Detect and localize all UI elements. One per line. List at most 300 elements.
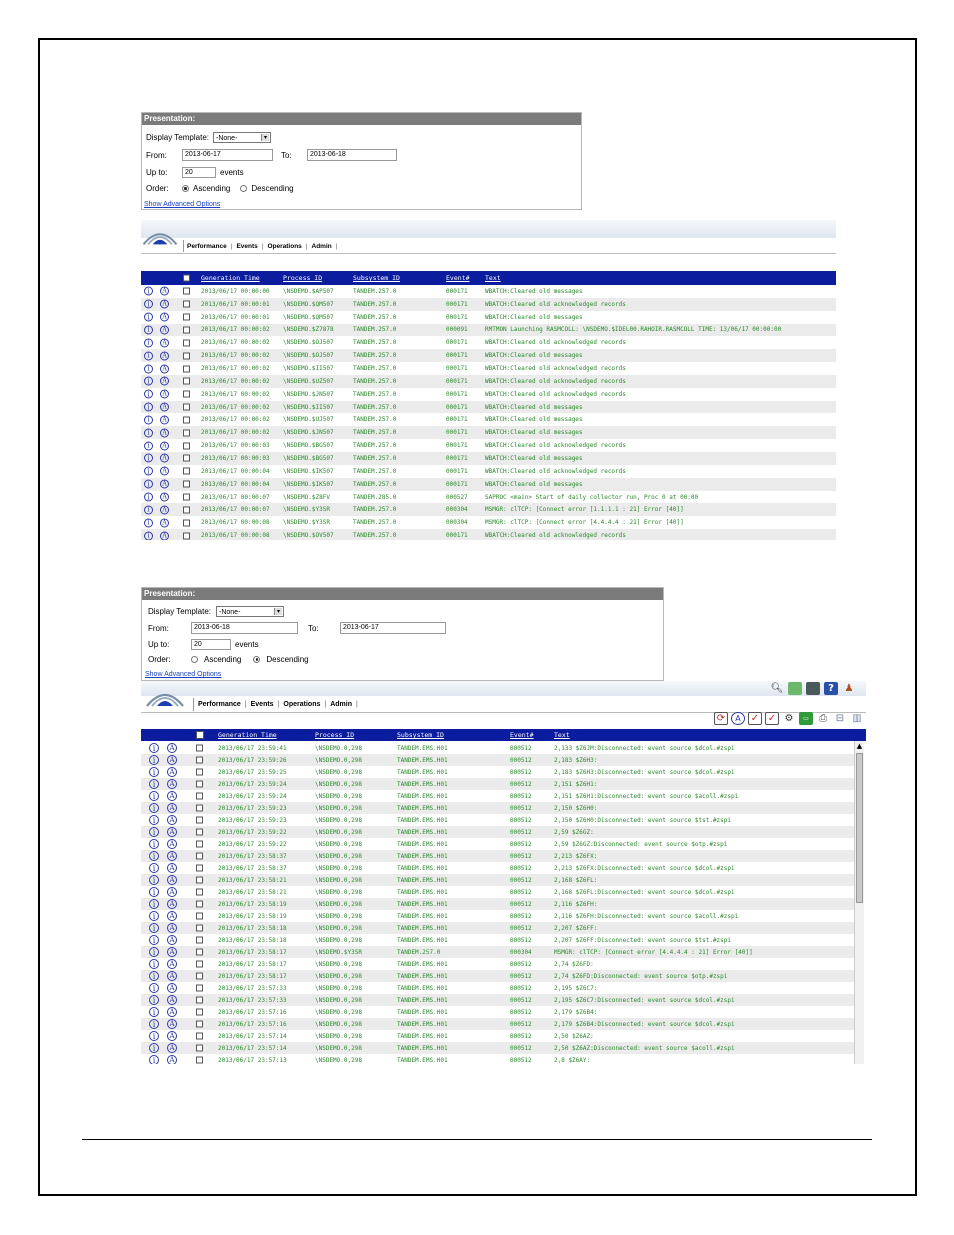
row-checkbox[interactable] xyxy=(196,841,203,848)
info-icon[interactable]: i xyxy=(144,287,153,296)
table-row[interactable] xyxy=(141,790,854,802)
col-event-number[interactable]: Event# xyxy=(510,731,534,739)
table-row[interactable] xyxy=(141,1030,854,1042)
nav-performance[interactable]: Performance xyxy=(187,242,227,250)
row-checkbox[interactable] xyxy=(183,352,190,359)
acknowledge-icon[interactable]: A xyxy=(167,1007,177,1017)
acknowledge-icon[interactable]: A xyxy=(160,428,169,437)
acknowledge-icon[interactable]: A xyxy=(167,743,177,753)
info-icon[interactable]: i xyxy=(144,300,153,309)
cell-subsystem-id: TANDEM.257.0 xyxy=(353,403,397,411)
to-input[interactable]: 2013-06-17 xyxy=(340,622,446,634)
user-icon[interactable]: ♟ xyxy=(844,683,854,694)
cell-subsystem-id: TANDEM.EMS.H01 xyxy=(397,888,448,896)
table-row[interactable] xyxy=(141,826,854,838)
table-row[interactable] xyxy=(141,946,854,958)
cell-event-number: 000171 xyxy=(446,390,468,398)
acknowledge-icon[interactable]: A xyxy=(167,851,177,861)
cell-event-number: 000171 xyxy=(446,365,468,373)
cell-event-number: 000512 xyxy=(510,780,532,788)
acknowledge-icon[interactable]: A xyxy=(160,531,169,540)
row-checkbox[interactable] xyxy=(196,949,203,956)
table-row[interactable] xyxy=(141,375,836,388)
row-checkbox[interactable] xyxy=(183,365,190,372)
row-checkbox[interactable] xyxy=(183,326,190,333)
display-template-label: Display Template: xyxy=(146,133,209,142)
display-template-select[interactable]: -None- ▾ xyxy=(213,132,271,143)
scroll-thumb[interactable] xyxy=(856,753,863,903)
table-row[interactable] xyxy=(141,778,854,790)
to-input[interactable]: 2013-06-18 xyxy=(307,149,397,161)
table-row[interactable] xyxy=(141,898,854,910)
row-checkbox[interactable] xyxy=(183,339,190,346)
col-generation-time[interactable]: Generation Time xyxy=(218,731,277,739)
info-icon[interactable]: i xyxy=(144,518,153,527)
cell-event-number: 000171 xyxy=(446,467,468,475)
nav-operations[interactable]: Operations xyxy=(283,701,321,708)
event-viewer-screen-1 xyxy=(141,220,836,540)
cell-generation-time: 2013/06/17 23:58:17 xyxy=(218,948,287,956)
info-icon[interactable]: i xyxy=(144,403,153,412)
row-checkbox[interactable] xyxy=(196,1021,203,1028)
acknowledge-icon[interactable]: A xyxy=(167,791,177,801)
row-checkbox[interactable] xyxy=(196,997,203,1004)
from-input[interactable]: 2013-06-18 xyxy=(191,622,298,634)
col-subsystem-id[interactable]: Subsystem ID xyxy=(353,274,400,282)
cell-process-id: \NSDEMO.$OJ507 xyxy=(283,352,334,360)
acknowledge-icon[interactable]: A xyxy=(160,441,169,450)
col-text[interactable]: Text xyxy=(554,731,570,739)
col-text[interactable]: Text xyxy=(485,274,501,282)
info-icon[interactable]: i xyxy=(149,743,159,753)
cell-text: 2,116 $Z6FH: xyxy=(554,900,598,908)
row-checkbox[interactable] xyxy=(183,519,190,526)
scroll-up-icon[interactable]: ▲ xyxy=(856,742,863,750)
cell-text: WBATCH:Cleared old messages xyxy=(485,403,583,411)
cell-subsystem-id: TANDEM.EMS.H01 xyxy=(397,852,448,860)
table-row[interactable] xyxy=(141,910,854,922)
cell-process-id: \NSDEMO.0,298 xyxy=(315,840,362,848)
nav-operations[interactable]: Operations xyxy=(267,242,302,250)
row-checkbox[interactable] xyxy=(196,1045,203,1052)
cell-generation-time: 2013/06/17 00:00:01 xyxy=(201,313,270,321)
select-all-checkbox[interactable] xyxy=(183,275,190,282)
cell-event-number: 000512 xyxy=(510,744,532,752)
grid-scrollbar[interactable] xyxy=(854,741,864,1064)
info-icon[interactable]: i xyxy=(149,839,159,849)
nav-events[interactable]: Events xyxy=(236,242,258,250)
row-checkbox[interactable] xyxy=(196,925,203,932)
cell-process-id: \NSDEMO.0,298 xyxy=(315,888,362,896)
table-row[interactable] xyxy=(141,802,854,814)
table-row[interactable] xyxy=(141,994,854,1006)
cell-generation-time: 2013/06/17 23:58:37 xyxy=(218,852,287,860)
cell-generation-time: 2013/06/17 00:00:02 xyxy=(201,352,270,360)
row-checkbox[interactable] xyxy=(183,314,190,321)
cell-process-id: \NSDEMO.$UJ507 xyxy=(283,416,334,424)
cell-text: WBATCH:Cleared old messages xyxy=(485,429,583,437)
info-icon[interactable]: i xyxy=(149,851,159,861)
info-icon[interactable]: i xyxy=(149,815,159,825)
select-all-checkbox[interactable] xyxy=(196,731,204,739)
cell-generation-time: 2013/06/17 23:58:37 xyxy=(218,864,287,872)
table-row[interactable] xyxy=(141,862,854,874)
cell-process-id: \NSDEMO.0,298 xyxy=(315,1044,362,1052)
row-checkbox[interactable] xyxy=(196,745,203,752)
row-checkbox[interactable] xyxy=(183,442,190,449)
acknowledge-icon[interactable]: A xyxy=(160,480,169,489)
cell-generation-time: 2013/06/17 00:00:02 xyxy=(201,403,270,411)
info-icon[interactable]: i xyxy=(149,863,159,873)
info-icon[interactable]: i xyxy=(149,755,159,765)
acknowledge-icon[interactable]: A xyxy=(167,863,177,873)
row-checkbox[interactable] xyxy=(183,468,190,475)
acknowledge-icon[interactable]: A xyxy=(167,899,177,909)
table-row[interactable] xyxy=(141,934,854,946)
col-subsystem-id[interactable]: Subsystem ID xyxy=(397,731,444,739)
table-row[interactable] xyxy=(141,922,854,934)
row-checkbox[interactable] xyxy=(196,853,203,860)
table-row[interactable] xyxy=(141,349,836,362)
nav-admin[interactable]: Admin xyxy=(330,701,352,708)
info-icon[interactable]: i xyxy=(144,313,153,322)
info-icon[interactable]: i xyxy=(149,1055,159,1064)
acknowledge-icon[interactable]: A xyxy=(160,415,169,424)
acknowledge-icon[interactable]: A xyxy=(167,767,177,777)
info-icon[interactable]: i xyxy=(144,377,153,386)
cell-process-id: \NSDEMO.0,298 xyxy=(315,960,362,968)
acknowledge-icon[interactable]: A xyxy=(160,300,169,309)
info-icon[interactable]: i xyxy=(149,779,159,789)
row-checkbox[interactable] xyxy=(196,865,203,872)
acknowledge-icon[interactable]: A xyxy=(167,755,177,765)
acknowledge-icon[interactable]: A xyxy=(160,467,169,476)
export-icon[interactable]: ▭ xyxy=(799,712,813,725)
info-icon[interactable]: i xyxy=(149,827,159,837)
table-row[interactable] xyxy=(141,311,836,324)
info-icon[interactable]: i xyxy=(144,415,153,424)
nav-admin[interactable]: Admin xyxy=(311,242,332,250)
col-process-id[interactable]: Process ID xyxy=(283,274,323,282)
acknowledge-icon[interactable]: A xyxy=(167,1055,177,1064)
table-row[interactable] xyxy=(141,439,836,452)
cell-process-id: \NSDEMO.0,298 xyxy=(315,768,362,776)
info-icon[interactable]: i xyxy=(144,390,153,399)
row-checkbox[interactable] xyxy=(196,1033,203,1040)
table-row[interactable] xyxy=(141,1054,854,1064)
table-row[interactable] xyxy=(141,850,854,862)
row-checkbox[interactable] xyxy=(183,455,190,462)
cell-text: WBATCH:Cleared old acknowledged records xyxy=(485,532,626,540)
table-row[interactable] xyxy=(141,401,836,414)
info-icon[interactable]: i xyxy=(144,351,153,360)
cell-subsystem-id: TANDEM.257.0 xyxy=(353,377,397,385)
cell-event-number: 000512 xyxy=(510,1032,532,1040)
info-icon[interactable]: i xyxy=(149,959,159,969)
row-checkbox[interactable] xyxy=(196,1057,203,1064)
acknowledge-icon[interactable]: A xyxy=(160,390,169,399)
table-row[interactable] xyxy=(141,426,836,439)
upto-input[interactable]: 20 xyxy=(182,167,216,178)
table-row[interactable] xyxy=(141,1042,854,1054)
show-advanced-options-link[interactable]: Show Advanced Options xyxy=(144,201,221,208)
cell-subsystem-id: TANDEM.EMS.H01 xyxy=(397,840,448,848)
info-icon[interactable]: i xyxy=(149,1043,159,1053)
info-icon[interactable]: i xyxy=(149,995,159,1005)
col-event-number[interactable]: Event# xyxy=(446,274,470,282)
info-icon[interactable]: i xyxy=(149,803,159,813)
row-checkbox[interactable] xyxy=(183,429,190,436)
info-icon[interactable]: i xyxy=(149,935,159,945)
cell-subsystem-id: TANDEM.EMS.H01 xyxy=(397,900,448,908)
table-row[interactable] xyxy=(141,766,854,778)
col-process-id[interactable]: Process ID xyxy=(315,731,355,739)
row-checkbox[interactable] xyxy=(183,506,190,513)
cell-text: 2,168 $Z6FL:Disconnected: event source $dcol.#zspi xyxy=(554,888,735,896)
upto-input[interactable]: 20 xyxy=(191,639,231,650)
chevron-down-icon: ▾ xyxy=(274,608,282,615)
ascending-radio[interactable] xyxy=(182,185,189,192)
check-icon[interactable]: ✓ xyxy=(748,712,762,725)
row-checkbox[interactable] xyxy=(183,494,190,501)
check-all-icon[interactable]: ✓ xyxy=(765,712,779,725)
cell-text: 2,150 $Z6H0: xyxy=(554,804,598,812)
info-icon[interactable]: i xyxy=(149,887,159,897)
table-row[interactable] xyxy=(141,414,836,427)
acknowledge-icon[interactable]: A xyxy=(160,505,169,514)
table-row[interactable] xyxy=(141,298,836,311)
table-row[interactable] xyxy=(141,503,836,516)
show-advanced-options-link[interactable]: Show Advanced Options xyxy=(145,671,222,678)
info-icon[interactable]: i xyxy=(144,338,153,347)
row-checkbox[interactable] xyxy=(183,378,190,385)
acknowledge-icon[interactable]: A xyxy=(160,377,169,386)
table-row[interactable] xyxy=(141,285,836,298)
info-icon[interactable]: i xyxy=(149,923,159,933)
acknowledge-icon[interactable]: A xyxy=(167,959,177,969)
acknowledge-icon[interactable]: A xyxy=(167,923,177,933)
cell-text: MSMGR: clTCP: [Connect error [4.4.4.4 : 21] Error [40]] xyxy=(485,519,684,527)
acknowledge-icon[interactable]: A xyxy=(167,911,177,921)
display-template-select[interactable]: -None- ▾ xyxy=(216,606,284,617)
info-icon[interactable]: i xyxy=(149,911,159,921)
acknowledge-icon[interactable]: A xyxy=(167,779,177,789)
acknowledge-icon[interactable]: A xyxy=(160,403,169,412)
info-icon[interactable]: i xyxy=(149,1031,159,1041)
info-icon[interactable]: i xyxy=(149,1007,159,1017)
cell-subsystem-id: TANDEM.257.0 xyxy=(353,442,397,450)
event-grid-header xyxy=(141,271,836,285)
table-row[interactable] xyxy=(141,982,854,994)
row-checkbox[interactable] xyxy=(196,913,203,920)
acknowledge-icon[interactable]: A xyxy=(167,935,177,945)
acknowledge-icon[interactable]: A xyxy=(160,454,169,463)
acknowledge-icon[interactable]: A xyxy=(167,839,177,849)
main-nav: Performance | Events | Operations | Admin | xyxy=(183,240,341,252)
acknowledge-icon[interactable]: A xyxy=(160,364,169,373)
info-icon[interactable]: i xyxy=(144,467,153,476)
table-row[interactable] xyxy=(141,874,854,886)
info-icon[interactable]: i xyxy=(149,791,159,801)
row-checkbox[interactable] xyxy=(196,817,203,824)
table-row[interactable] xyxy=(141,388,836,401)
acknowledge-icon[interactable]: A xyxy=(167,995,177,1005)
info-icon[interactable]: i xyxy=(149,947,159,957)
table-row[interactable] xyxy=(141,814,854,826)
table-row[interactable] xyxy=(141,958,854,970)
table-row[interactable] xyxy=(141,452,836,465)
chevron-down-icon: ▾ xyxy=(261,134,269,141)
info-icon[interactable]: i xyxy=(149,899,159,909)
cell-process-id: \NSDEMO.$QM507 xyxy=(283,313,334,321)
info-icon[interactable]: i xyxy=(144,454,153,463)
acknowledge-icon[interactable]: A xyxy=(167,1019,177,1029)
acknowledge-icon[interactable]: A xyxy=(160,325,169,334)
acknowledge-icon[interactable]: A xyxy=(160,313,169,322)
cell-process-id: \NSDEMO.0,298 xyxy=(315,996,362,1004)
row-checkbox[interactable] xyxy=(183,288,190,295)
info-icon[interactable]: i xyxy=(144,505,153,514)
table-row[interactable] xyxy=(141,516,836,529)
table-row[interactable] xyxy=(141,324,836,337)
row-checkbox[interactable] xyxy=(183,532,190,539)
cell-generation-time: 2013/06/17 23:59:22 xyxy=(218,840,287,848)
info-icon[interactable]: i xyxy=(144,325,153,334)
acknowledge-icon[interactable]: A xyxy=(167,983,177,993)
nav-performance[interactable]: Performance xyxy=(198,701,241,708)
cell-event-number: 000512 xyxy=(510,960,532,968)
acknowledge-icon[interactable]: A xyxy=(167,815,177,825)
acknowledge-icon[interactable]: A xyxy=(167,947,177,957)
row-checkbox[interactable] xyxy=(183,481,190,488)
row-checkbox[interactable] xyxy=(196,781,203,788)
acknowledge-icon[interactable]: A xyxy=(167,1043,177,1053)
cell-generation-time: 2013/06/17 00:00:08 xyxy=(201,532,270,540)
info-icon[interactable]: i xyxy=(149,983,159,993)
info-icon[interactable]: i xyxy=(149,875,159,885)
print-icon[interactable]: ⎙ xyxy=(819,713,827,724)
row-checkbox[interactable] xyxy=(196,889,203,896)
cell-event-number: 000512 xyxy=(510,768,532,776)
row-checkbox[interactable] xyxy=(196,829,203,836)
acknowledge-icon[interactable]: A xyxy=(160,287,169,296)
cell-text: 2,179 $Z6B4: xyxy=(554,1008,598,1016)
row-checkbox[interactable] xyxy=(196,757,203,764)
image-icon[interactable] xyxy=(806,682,820,695)
acknowledge-icon[interactable]: A xyxy=(167,1031,177,1041)
row-checkbox[interactable] xyxy=(196,877,203,884)
info-icon[interactable]: i xyxy=(144,428,153,437)
cell-generation-time: 2013/06/17 23:59:23 xyxy=(218,804,287,812)
cell-generation-time: 2013/06/17 00:00:02 xyxy=(201,390,270,398)
cell-event-number: 000512 xyxy=(510,852,532,860)
table-row[interactable] xyxy=(141,970,854,982)
cell-event-number: 000512 xyxy=(510,972,532,980)
table-row[interactable] xyxy=(141,491,836,504)
acknowledge-icon[interactable]: A xyxy=(167,971,177,981)
row-checkbox[interactable] xyxy=(183,404,190,411)
columns-icon[interactable]: ▥ xyxy=(852,713,862,724)
table-row[interactable] xyxy=(141,886,854,898)
row-checkbox[interactable] xyxy=(196,937,203,944)
row-checkbox[interactable] xyxy=(196,985,203,992)
search-icon[interactable]: 🔍︎ xyxy=(770,683,784,694)
row-checkbox[interactable] xyxy=(183,416,190,423)
info-icon[interactable]: i xyxy=(149,1019,159,1029)
table-row[interactable] xyxy=(141,742,854,754)
table-row[interactable] xyxy=(141,838,854,850)
info-icon[interactable]: i xyxy=(144,531,153,540)
cell-subsystem-id: TANDEM.EMS.H01 xyxy=(397,984,448,992)
acknowledge-icon[interactable]: A xyxy=(160,518,169,527)
row-checkbox[interactable] xyxy=(196,1009,203,1016)
table-row[interactable] xyxy=(141,529,836,540)
descending-radio[interactable] xyxy=(253,656,260,663)
nav-events[interactable]: Events xyxy=(250,701,274,708)
table-row[interactable] xyxy=(141,478,836,491)
row-checkbox[interactable] xyxy=(196,973,203,980)
acknowledge-icon[interactable]: A xyxy=(160,351,169,360)
events-label: events xyxy=(235,640,259,649)
info-icon[interactable]: i xyxy=(149,767,159,777)
refresh-icon[interactable]: ⟳ xyxy=(714,712,728,725)
acknowledge-icon[interactable]: A xyxy=(160,493,169,502)
filter-icon[interactable]: ⊟ xyxy=(835,713,845,724)
cell-generation-time: 2013/06/17 00:00:02 xyxy=(201,326,270,334)
acknowledge-icon[interactable]: A xyxy=(167,827,177,837)
cell-text: 2,8 $Z6AY: xyxy=(554,1056,591,1064)
cell-generation-time: 2013/06/17 00:00:02 xyxy=(201,416,270,424)
row-checkbox[interactable] xyxy=(196,805,203,812)
row-checkbox[interactable] xyxy=(183,391,190,398)
row-checkbox[interactable] xyxy=(196,901,203,908)
descending-radio[interactable] xyxy=(240,185,247,192)
gear-icon[interactable]: ⚙ xyxy=(784,713,794,724)
info-icon[interactable]: i xyxy=(149,971,159,981)
acknowledge-icon[interactable]: A xyxy=(160,338,169,347)
table-row[interactable] xyxy=(141,1006,854,1018)
cell-subsystem-id: TANDEM.257.0 xyxy=(353,365,397,373)
from-input[interactable]: 2013-06-17 xyxy=(182,149,273,161)
table-row[interactable] xyxy=(141,465,836,478)
info-icon[interactable]: i xyxy=(144,480,153,489)
row-checkbox[interactable] xyxy=(183,301,190,308)
cell-process-id: \NSDEMO.$IK507 xyxy=(283,467,334,475)
cell-generation-time: 2013/06/17 23:59:41 xyxy=(218,744,287,752)
info-icon[interactable]: i xyxy=(144,441,153,450)
table-row[interactable] xyxy=(141,362,836,375)
acknowledge-icon[interactable]: A xyxy=(731,712,745,725)
acknowledge-icon[interactable]: A xyxy=(167,803,177,813)
info-icon[interactable]: i xyxy=(144,493,153,502)
cell-event-number: 000171 xyxy=(446,313,468,321)
row-checkbox[interactable] xyxy=(196,961,203,968)
row-checkbox[interactable] xyxy=(196,793,203,800)
col-generation-time[interactable]: Generation Time xyxy=(201,274,260,282)
info-icon[interactable]: i xyxy=(144,364,153,373)
help-icon[interactable]: ? xyxy=(824,682,838,695)
pin-icon[interactable] xyxy=(788,682,802,695)
acknowledge-icon[interactable]: A xyxy=(167,875,177,885)
cell-subsystem-id: TANDEM.EMS.H01 xyxy=(397,924,448,932)
logo-icon xyxy=(143,686,187,710)
row-checkbox[interactable] xyxy=(196,769,203,776)
ascending-radio[interactable] xyxy=(191,656,198,663)
table-row[interactable] xyxy=(141,1018,854,1030)
acknowledge-icon[interactable]: A xyxy=(167,887,177,897)
table-row[interactable] xyxy=(141,754,854,766)
table-row[interactable] xyxy=(141,336,836,349)
